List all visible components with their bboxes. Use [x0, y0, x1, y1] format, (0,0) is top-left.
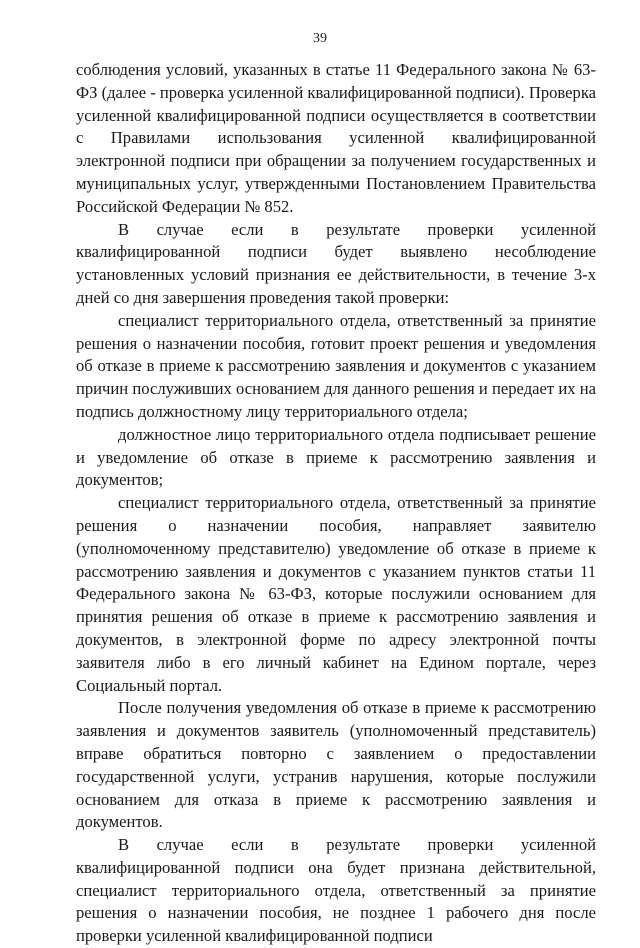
paragraph-verification-failure: В случае если в результате проверки усиленной квалифицированной подписи будет выявлено несоблюдение установленных условий признания ее действительности, в течение 3-х дней со дня завершения проведения такой проверки:	[76, 219, 596, 307]
paragraph-specialist-prepares: специалист территориального отдела, ответственный за принятие решения о назначении пособия, готовит проект решения и уведомления об отказе в приеме к рассмотрению заявления и документов с указанием причин послуживших основанием для данного решения и передает их на подпись должностному лицу территориального отдела;	[76, 310, 596, 421]
paragraph-reapply: После получения уведомления об отказе в приеме к рассмотрению заявления и документов заявитель (уполномоченный представитель) вправе обратиться повторно с заявлением о предоставлении государственной услуги, устранив нарушения, которые послужили основанием для отказа в приеме к рассмотрению заявления и документов.	[76, 698, 596, 832]
paragraph-continuation: соблюдения условий, указанных в статье 11 Федерального закона № 63-ФЗ (далее - проверка усиленной квалифицированной подписи). Проверка усиленной квалифицированной подписи осуществляется в соответствии с Правилами использования усиленной квалифицированной электронной подписи при обращении за получением государственных и муниципальных услуг, утвержденными Постановлением Правительства Российской Федерации № 852.	[76, 60, 596, 216]
document-body	[76, 59, 596, 948]
paragraph-specialist-sends: специалист территориального отдела, ответственный за принятие решения о назначении пособия, направляет заявителю (уполномоченному представителю) уведомление об отказе в приеме к рассмотрению заявления и документов с указанием пунктов статьи 11 Федерального закона № 63-ФЗ, которые послужили основанием для принятия решения об отказе в приеме к рассмотрению заявления и документов, в электронной форме по адресу электронной почты заявителя либо в его личный кабинет на Едином портале, через Социальный портал.	[76, 493, 596, 695]
paragraph-valid-signature: В случае если в результате проверки усиленной квалифицированной подписи она будет признана действительной, специалист территориального отдела, ответственный за принятие решения о назначении пособия, не позднее 1 рабочего дня после проверки усиленной квалифицированной подписи	[76, 835, 596, 946]
paragraph-official-signs: должностное лицо территориального отдела подписывает решение и уведомление об отказе в приеме к рассмотрению заявления и документов;	[76, 424, 596, 490]
page-number: 39	[313, 31, 327, 46]
